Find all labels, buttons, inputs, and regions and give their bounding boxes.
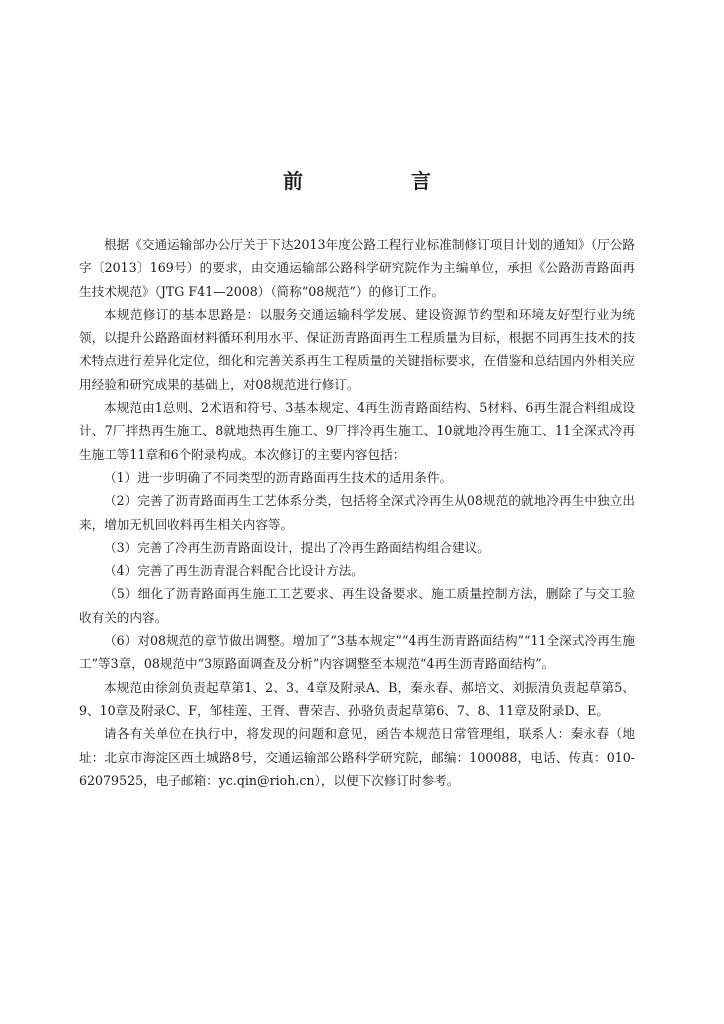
list-item-3: （3）完善了冷再生沥青路面设计，提出了冷再生路面结构组合建议。: [104, 539, 490, 555]
paragraph-plan-basis: 根据《交通运输部办公厅关于下达2013年度公路工程行业标准制修订项目计划的通知》（厅公路字〔2013〕169号）的要求，由交通运输部公路科学研究院作为主编单位，承担《公路沥青路面再生技术规范》（JTG F41—2008）（简称“08规范”）的修订工作。: [79, 237, 635, 299]
preface-body: [79, 233, 635, 792]
paragraph-drafters: 本规范由徐剑负责起草第1、2、3、4章及附录A、B，秦永春、郝培文、刘振清负责起草第5、9、10章及附录C、F，邹桂莲、王胥、曹荣吉、孙骆负责起草第6、7、8、11章及附录D、E。: [79, 679, 635, 718]
paragraph-contact: 请各有关单位在执行中，将发现的问题和意见，函告本规范日常管理组，联系人：秦永春（地址：北京市海淀区西土城路8号，交通运输部公路科学研究院，邮编：100088，电话、传真：010-62079525，电子邮箱：yc.qin@rioh.cn），以便下次修订时参考。: [79, 726, 635, 788]
list-item-5: （5）细化了沥青路面再生施工工艺要求、再生设备要求、施工质量控制方法，删除了与交工验收有关的内容。: [79, 586, 635, 625]
list-item-1: （1）进一步明确了不同类型的沥青路面再生技术的适用条件。: [104, 469, 453, 485]
paragraph-revision-approach: 本规范修订的基本思路是：以服务交通运输科学发展、建设资源节约型和环境友好型行业为统领，以提升公路路面材料循环利用水平、保证沥青路面再生工程质量为目标，根据不同再生技术的技术特点进行差异化定位，细化和完善关系再生工程质量的关键指标要求，在借鉴和总结国内外相关应用经验和研究成果的基础上，对08规范进行修订。: [79, 306, 635, 392]
list-item-2: （2）完善了沥青路面再生工艺体系分类，包括将全深式冷再生从08规范的就地冷再生中独立出来，增加无机回收料再生相关内容等。: [79, 493, 635, 532]
list-item-6: （6）对08规范的章节做出调整。增加了“3基本规定”“4再生沥青路面结构”“11全深式冷再生施工”等3章，08规范中“3原路面调查及分析”内容调整至本规范“4再生沥青路面结构”。: [79, 633, 635, 672]
paragraph-structure: 本规范由1总则、2术语和符号、3基本规定、4再生沥青路面结构、5材料、6再生混合料组成设计、7厂拌热再生施工、8就地热再生施工、9厂拌冷再生施工、10就地冷再生施工、11全深式冷再生施工等11章和6个附录构成。本次修订的主要内容包括：: [79, 400, 635, 462]
page-title: 前 言: [283, 169, 475, 193]
list-item-4: （4）完善了再生沥青混合料配合比设计方法。: [104, 563, 364, 579]
